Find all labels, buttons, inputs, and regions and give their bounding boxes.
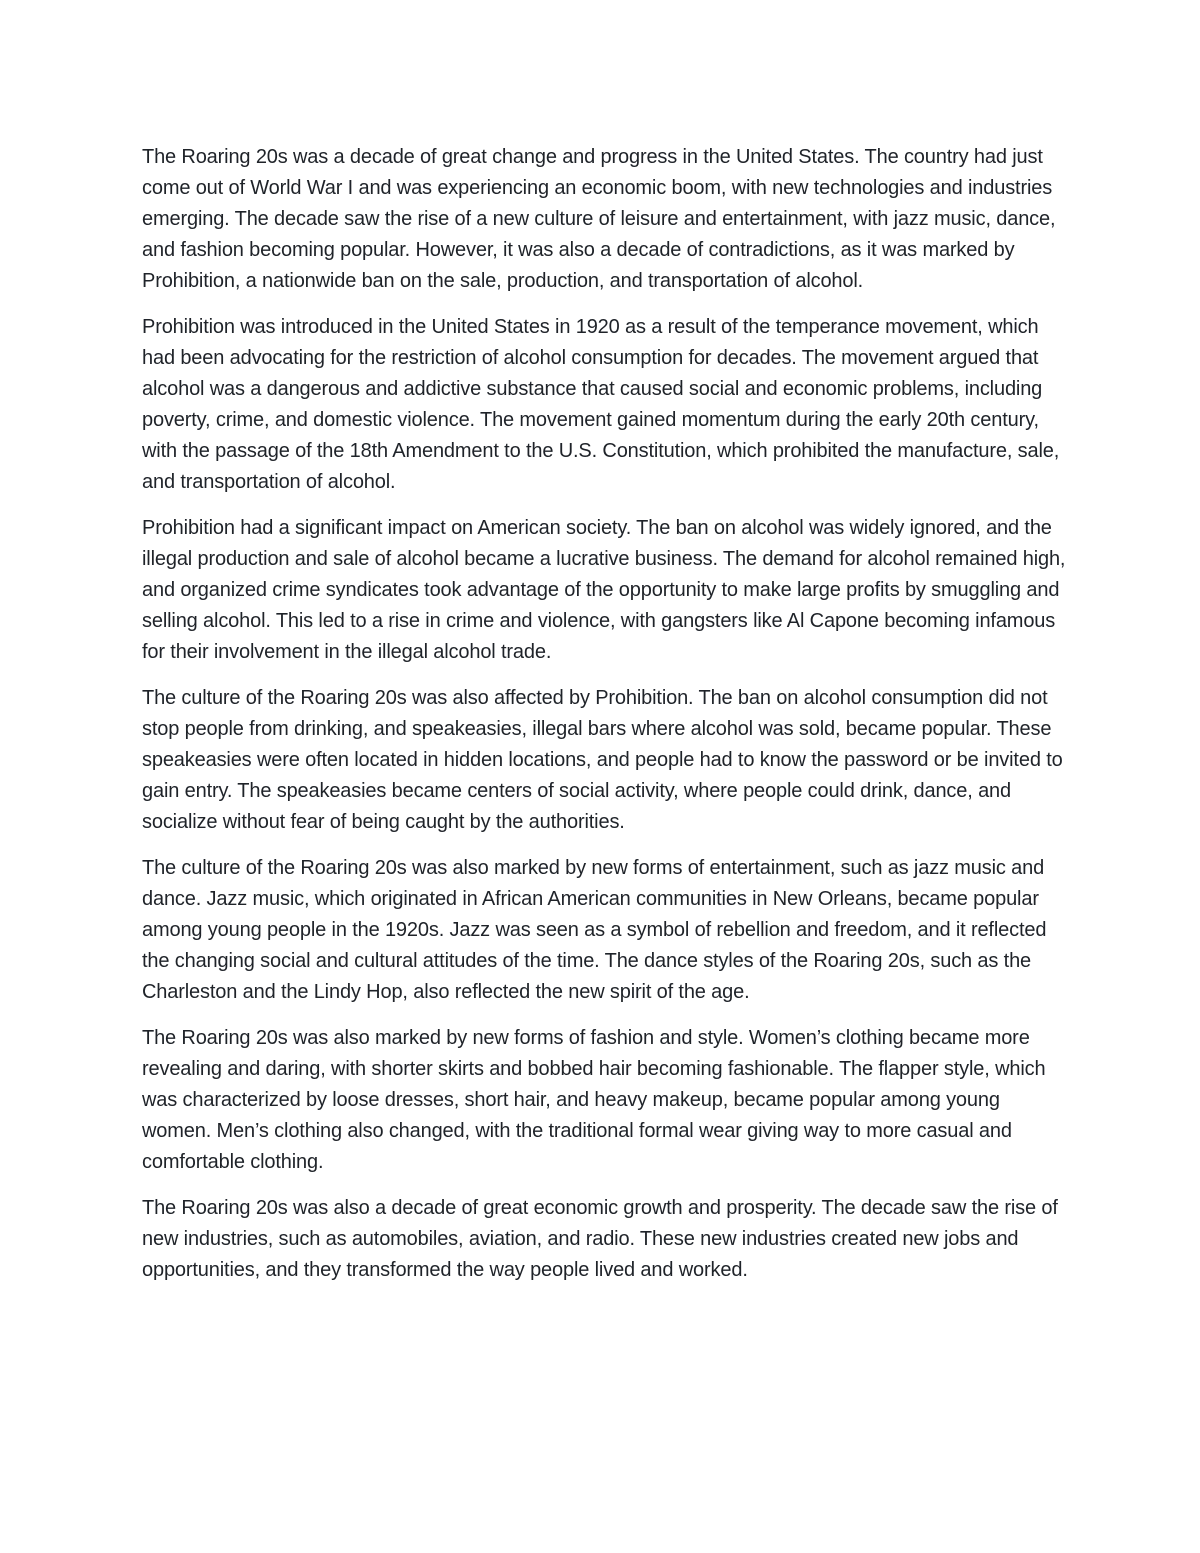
paragraph-5: The culture of the Roaring 20s was also marked by new forms of entertainment, such as jazz music and dance. Jazz music, which originated in African American communities in New Orleans, became popular among young people in the 1920s. Jazz was seen as a symbol of rebellion and freedom, and it reflected the changing social and cultural attitudes of the time. The dance styles of the Roaring 20s, such as the Charleston and the Lindy Hop, also reflected the new spirit of the age. bbox=[142, 857, 1047, 1003]
paragraph-4: The culture of the Roaring 20s was also affected by Prohibition. The ban on alcohol consumption did not stop people from drinking, and speakeasies, illegal bars where alcohol was sold, became popular. These speakeasies were often located in hidden locations, and people had to know the password or be invited to gain entry. The speakeasies became centers of social activity, where people could drink, dance, and socialize without fear of being caught by the authorities. bbox=[142, 687, 1063, 833]
paragraph-2: Prohibition was introduced in the United States in 1920 as a result of the temperance movement, which had been advocating for the restriction of alcohol consumption for decades. The movement argued that alcohol was a dangerous and addictive substance that caused social and economic problems, including poverty, crime, and domestic violence. The movement gained momentum during the early 20th century, with the passage of the 18th Amendment to the U.S. Constitution, which prohibited the manufacture, sale, and transportation of alcohol. bbox=[142, 316, 1060, 493]
paragraph-1: The Roaring 20s was a decade of great change and progress in the United States. The country had just come out of World War I and was experiencing an economic boom, with new technologies and industries emerging. The decade saw the rise of a new culture of leisure and entertainment, with jazz music, dance, and fashion becoming popular. However, it was also a decade of contradictions, as it was marked by Prohibition, a nationwide ban on the sale, production, and transportation of alcohol. bbox=[142, 146, 1056, 292]
paragraph-3: Prohibition had a significant impact on American society. The ban on alcohol was widely ignored, and the illegal production and sale of alcohol became a lucrative business. The demand for alcohol remained high, and organized crime syndicates took advantage of the opportunity to make large profits by smuggling and selling alcohol. This led to a rise in crime and violence, with gangsters like Al Capone becoming infamous for their involvement in the illegal alcohol trade. bbox=[142, 517, 1066, 663]
paragraph-7: The Roaring 20s was also a decade of great economic growth and prosperity. The decade saw the rise of new industries, such as automobiles, aviation, and radio. These new industries created new jobs and opportunities, and they transformed the way people lived and worked. bbox=[142, 1197, 1058, 1281]
paragraph-6: The Roaring 20s was also marked by new forms of fashion and style. Women’s clothing became more revealing and daring, with shorter skirts and bobbed hair becoming fashionable. The flapper style, which was characterized by loose dresses, short hair, and heavy makeup, became popular among young women. Men’s clothing also changed, with the traditional formal wear giving way to more casual and comfortable clothing. bbox=[142, 1027, 1046, 1173]
